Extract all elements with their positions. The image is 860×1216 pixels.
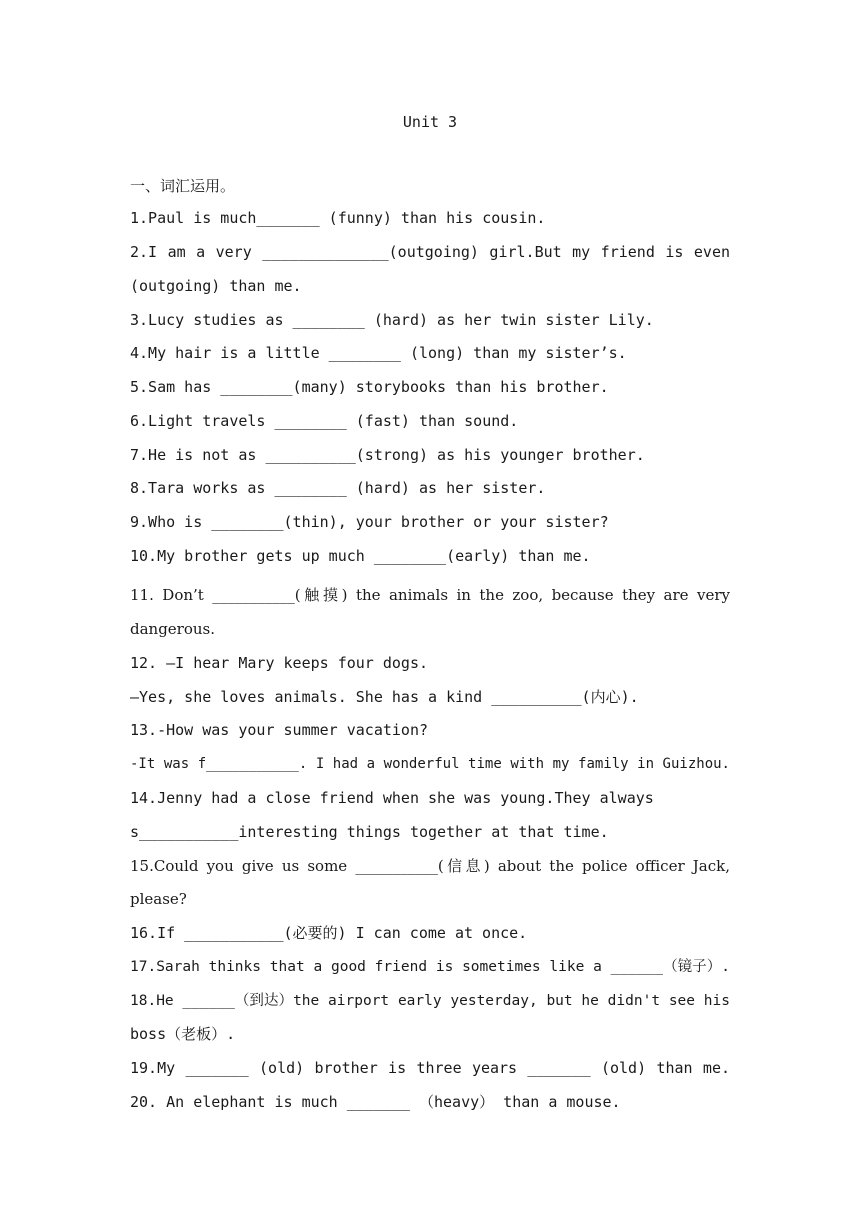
exercise-line: —Yes, she loves animals. She has a kind __________(内心).	[130, 688, 639, 706]
section-heading: 一、词汇运用。	[130, 177, 236, 195]
exercise-line: 7.He is not as __________(strong) as his younger brother.	[130, 446, 645, 464]
exercise-line: (outgoing) than me.	[130, 277, 302, 295]
exercise-line: 16.If ___________(必要的) I can come at once.	[130, 924, 528, 942]
exercise-line: 13.-How was your summer vacation?	[130, 721, 429, 739]
exercise-line: 5.Sam has ________(many) storybooks than his brother.	[130, 378, 609, 396]
exercise-line: 9.Who is ________(thin), your brother or your sister?	[130, 513, 609, 531]
exercise-line: 1.Paul is much_______ (funny) than his cousin.	[130, 209, 546, 227]
exercise-line: 14.Jenny had a close friend when she was young.They always	[130, 789, 654, 807]
exercise-line: -It was f___________. I had a wonderful time with my family in Guizhou.	[130, 756, 730, 772]
exercise-line: 20. An elephant is much _______ （heavy） than a mouse.	[130, 1093, 621, 1111]
exercise-line: 6.Light travels ________ (fast) than sound.	[130, 412, 519, 430]
exercise-line: 19.My _______ (old) brother is three years _______ (old) than me.	[130, 1059, 730, 1077]
exercise-line: 11. Don’t ___________(触摸) the animals in the zoo, because they are very	[130, 586, 730, 604]
exercise-line: 8.Tara works as ________ (hard) as her sister.	[130, 479, 546, 497]
exercise-line: please?	[130, 890, 187, 908]
exercise-line: s___________interesting things together at that time.	[130, 823, 609, 841]
exercise-line: boss（老板）.	[130, 1025, 236, 1043]
exercise-line: 17.Sarah thinks that a good friend is sometimes like a ______（镜子）.	[130, 959, 730, 975]
exercise-line: 4.My hair is a little ________ (long) than my sister’s.	[130, 344, 627, 362]
exercise-line: 18.He ______（到达）the airport early yesterday, but he didn't see his	[130, 993, 730, 1009]
exercise-line: 12. —I hear Mary keeps four dogs.	[130, 654, 429, 672]
exercise-line: 10.My brother gets up much ________(early) than me.	[130, 547, 591, 565]
exercise-line: dangerous.	[130, 620, 216, 638]
page-title: Unit 3	[402, 113, 458, 131]
exercise-line: 2.I am a very ______________(outgoing) girl.But my friend is even	[130, 243, 730, 261]
exercise-line: 3.Lucy studies as ________ (hard) as her twin sister Lily.	[130, 311, 654, 329]
exercise-line: 15.Could you give us some ___________(信息) about the police officer Jack,	[130, 857, 730, 875]
